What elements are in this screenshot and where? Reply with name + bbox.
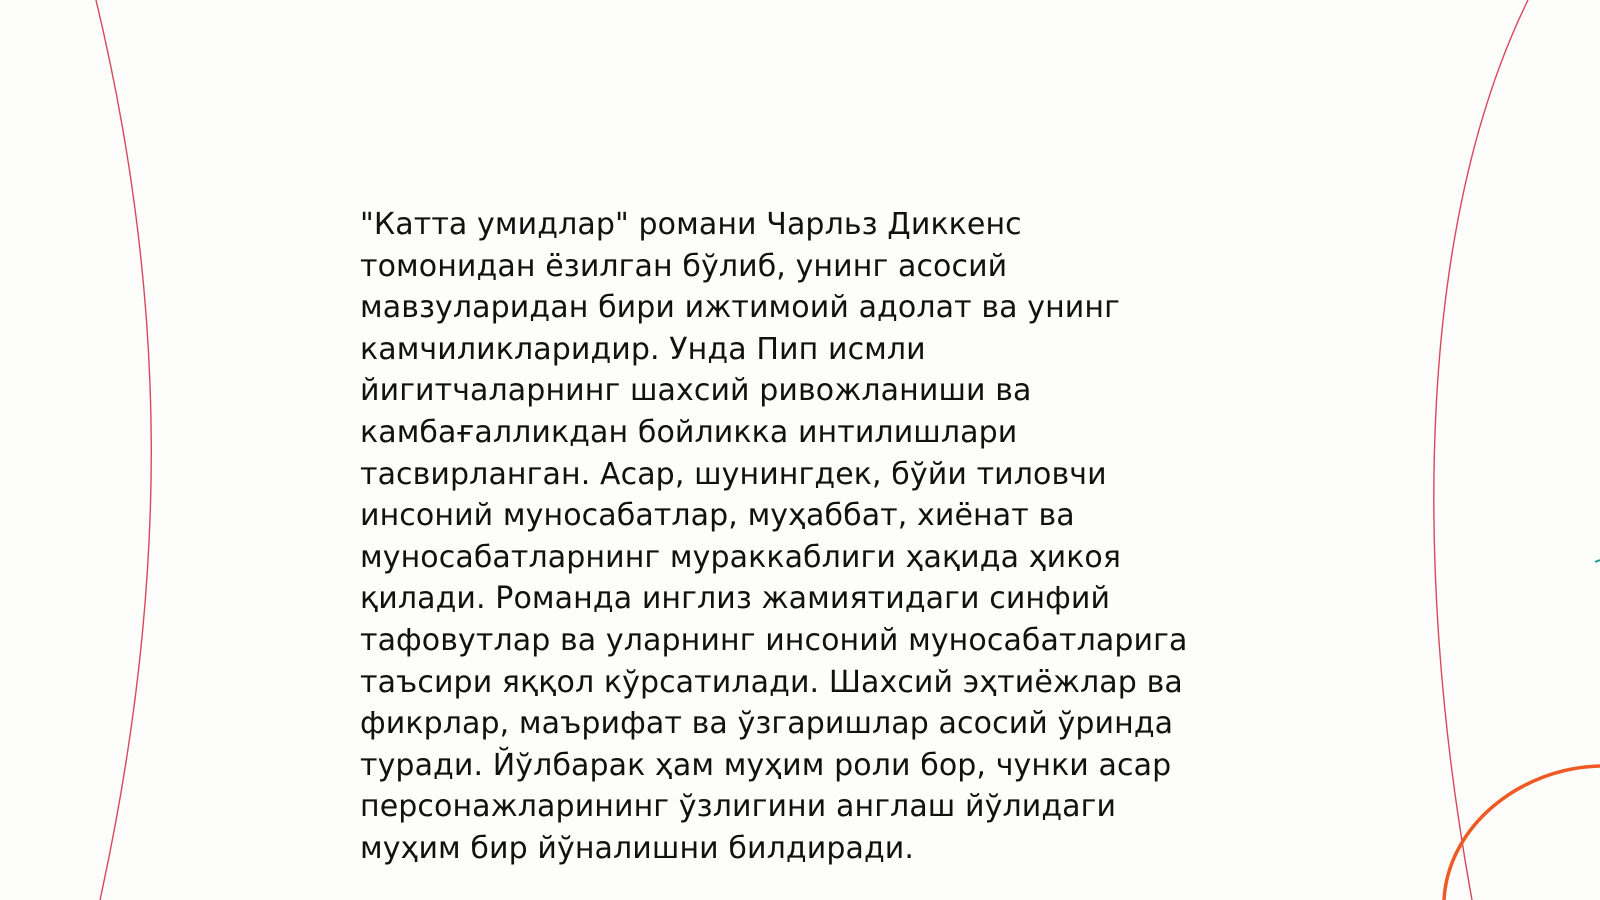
- teal-accent-tick: [1595, 560, 1600, 562]
- left-red-arc: [96, 0, 151, 900]
- orange-ring-arc: [1444, 766, 1600, 900]
- slide-body-text: "Катта умидлар" романи Чарльз Диккенс томонидан ёзилган бўлиб, унинг асосий мавзуларидан бири ижтимоий адолат ва унинг камчиликларидир. Унда Пип исмли йигитчаларнинг шахсий ривожланиши ва камбағалликдан бойликка интилишлари тасвирланган. Асар, шунингдек, бўйи тиловчи инсоний муносабатлар, муҳаббат, хиёнат ва муносабатларнинг мураккаблиги ҳақида ҳикоя қилади. Романда инглиз жамиятидаги синфий тафовутлар ва уларнинг инсоний муносабатларига таъсири яққол кўрсатилади. Шахсий эҳтиёжлар ва фикрлар, маърифат ва ўзгаришлар асосий ўринда туради. Йўлбарак ҳам муҳим роли бор, чунки асар персонажларининг ўзлигини англаш йўлидаги муҳим бир йўналишни билдиради.: [360, 207, 1188, 866]
- right-red-arc: [1434, 0, 1528, 900]
